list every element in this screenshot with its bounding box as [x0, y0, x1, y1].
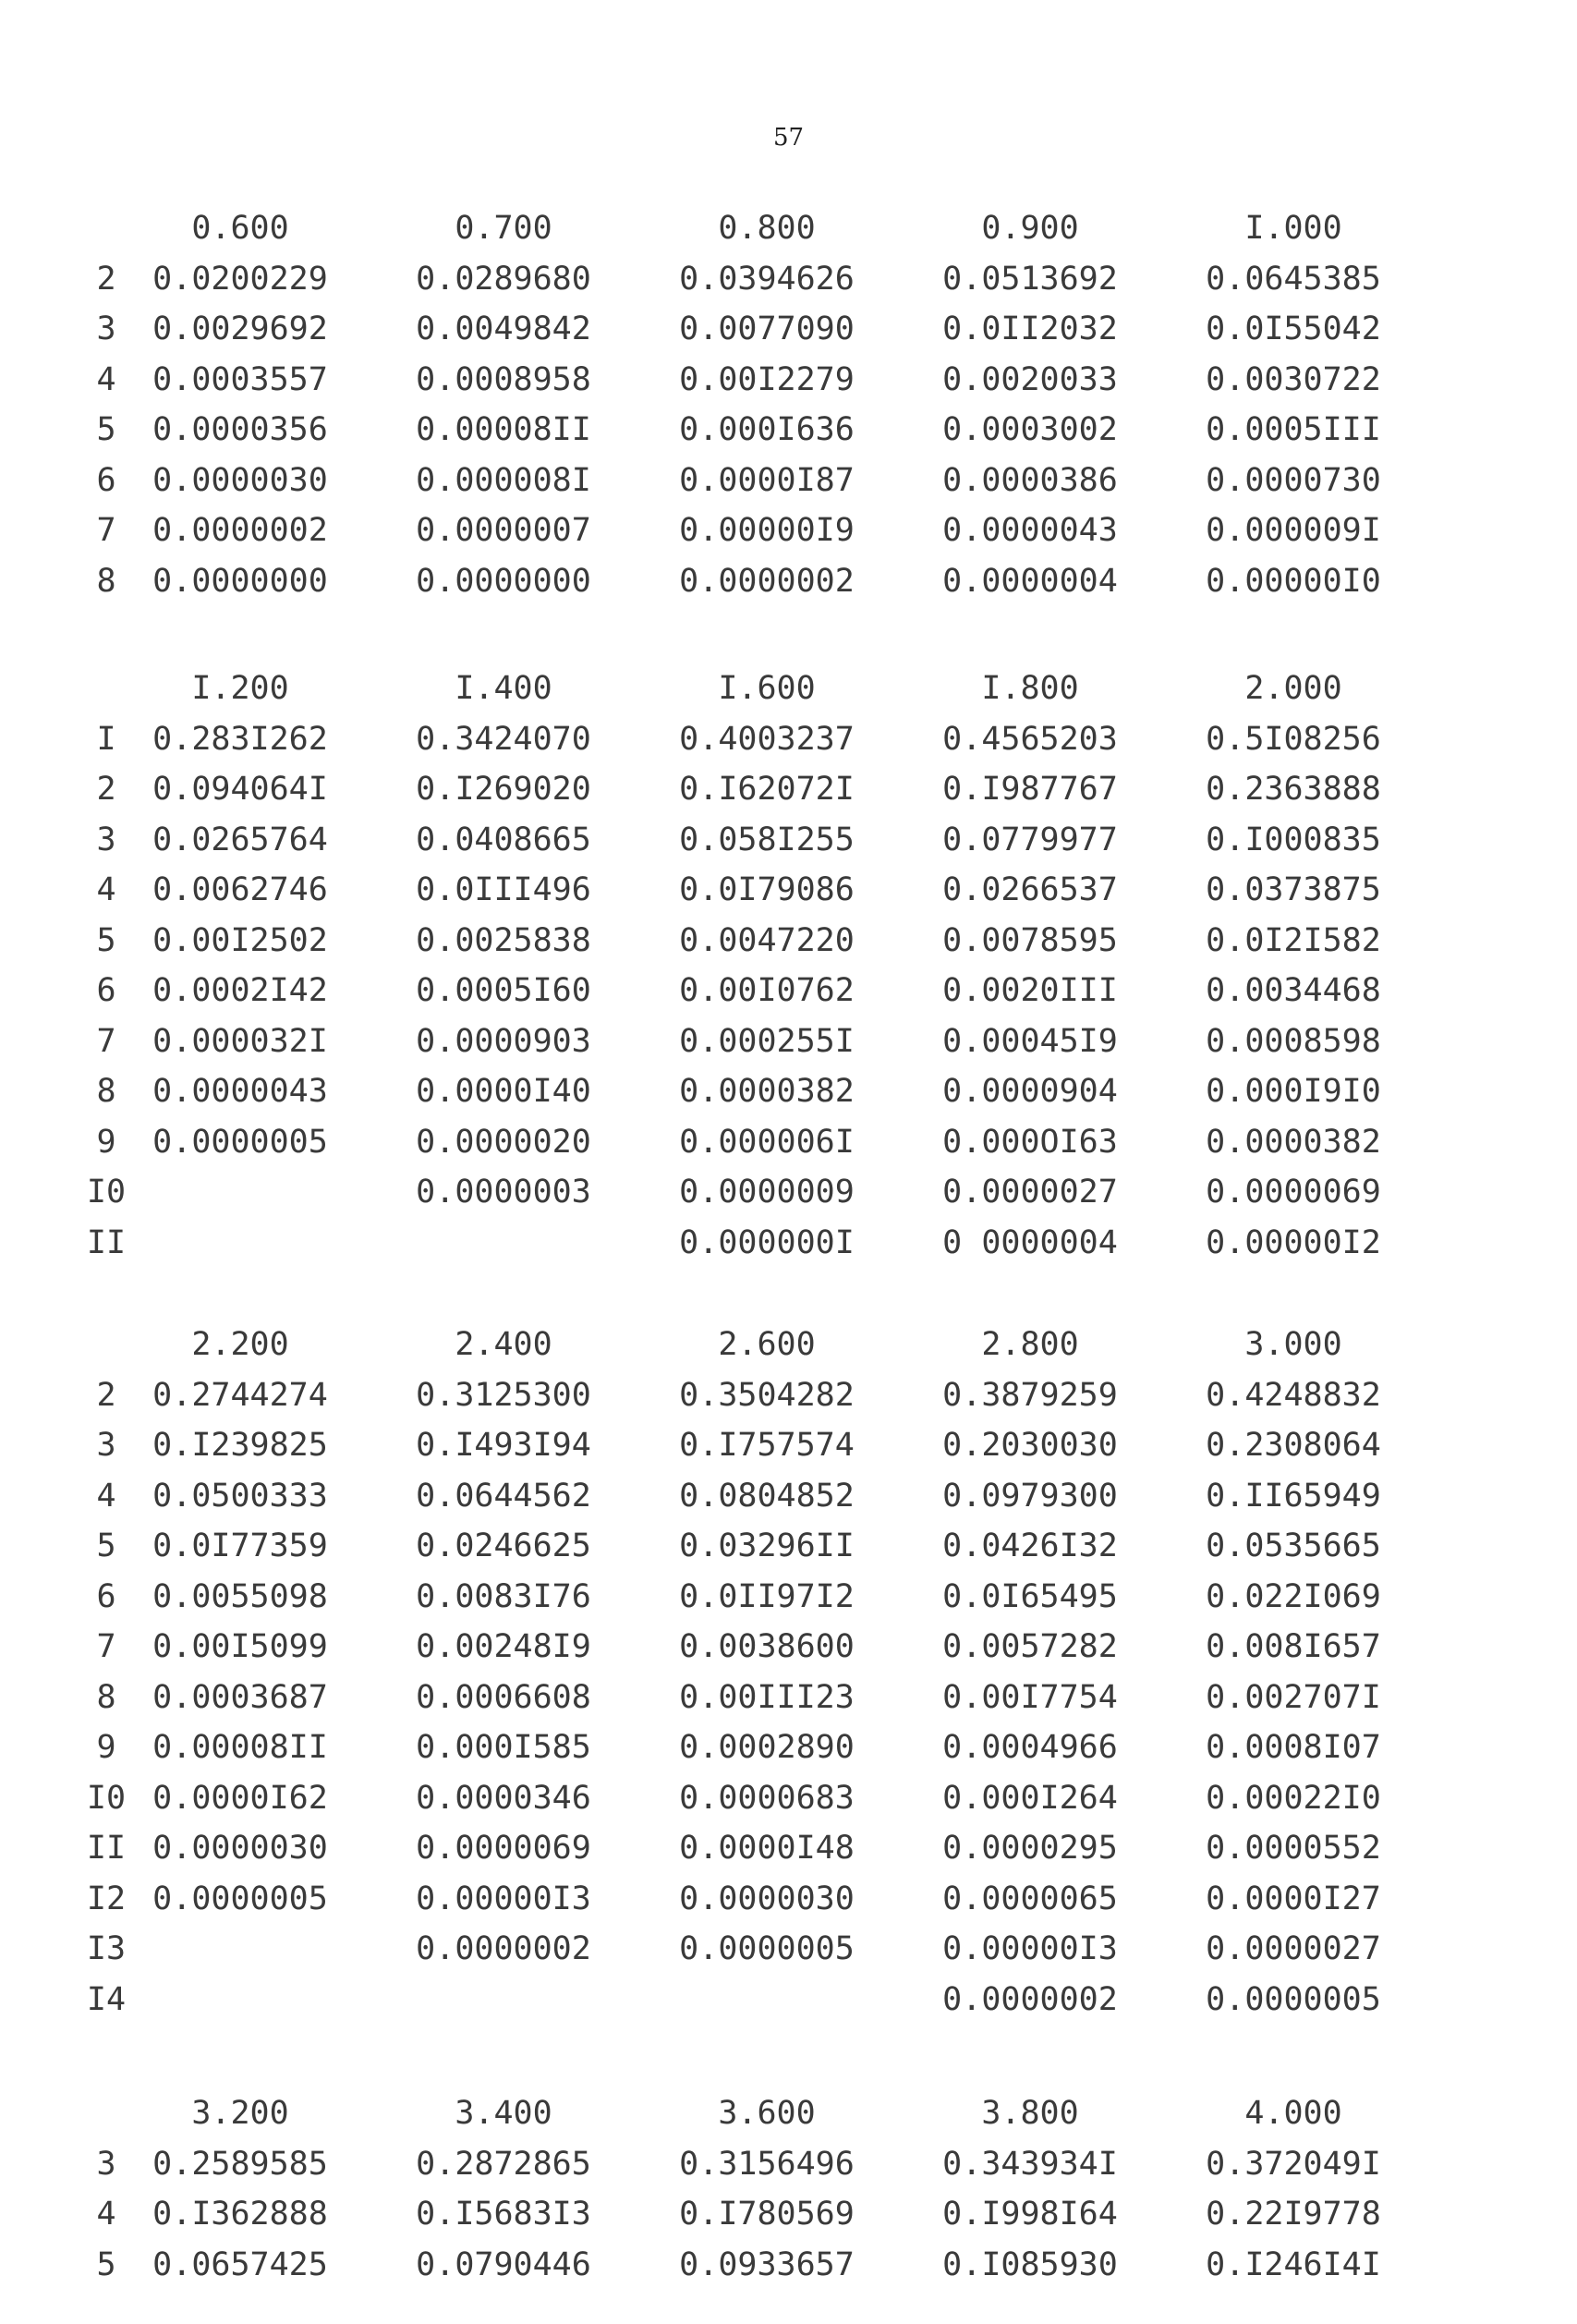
- table-cell: 0.0979300: [942, 1477, 1118, 1515]
- column-header: 3.400: [455, 2095, 552, 2132]
- table-cell: 0.000006I: [679, 1123, 855, 1161]
- table-cell: 0.0000004: [942, 562, 1118, 600]
- table-cell: 0.0000027: [1206, 1930, 1381, 1967]
- table-row: [83, 1622, 1506, 1673]
- row-index: 7: [96, 1628, 116, 1665]
- table-cell: 0.0000002: [152, 512, 328, 549]
- table-cell: 0.058I255: [679, 821, 855, 858]
- table-cell: 0.0020III: [942, 972, 1118, 1009]
- table-cell: 0.0804852: [679, 1477, 855, 1515]
- row-index: 7: [96, 1022, 116, 1060]
- table-cell: 0.I5683I3: [416, 2196, 591, 2233]
- row-index: 2: [96, 1376, 116, 1414]
- table-cell: 0.00248I9: [416, 1628, 591, 1665]
- row-index: 4: [96, 1477, 116, 1515]
- table-cell: 0.022I069: [1206, 1577, 1381, 1615]
- column-header: 0.900: [981, 210, 1079, 247]
- table-cell: 0.00000I0: [1206, 562, 1381, 600]
- table-row: [83, 1066, 1506, 1117]
- table-cell: 0.0500333: [152, 1477, 328, 1515]
- table-row: [83, 815, 1506, 866]
- table-block: [83, 203, 1506, 606]
- table-row: [83, 714, 1506, 765]
- table-row: [83, 1218, 1506, 1269]
- row-index: I4: [86, 1980, 127, 2018]
- column-header-row: [83, 1320, 1506, 1370]
- table-cell: 0.I000835: [1206, 821, 1381, 858]
- table-cell: 0.0644562: [416, 1477, 591, 1515]
- table-cell: 0.372049I: [1206, 2145, 1381, 2183]
- table-cell: 0.00I0762: [679, 972, 855, 1009]
- table-cell: 0.0246625: [416, 1527, 591, 1564]
- table-cell: 0.I998I64: [942, 2196, 1118, 2233]
- column-header: 2.800: [981, 1326, 1079, 1363]
- table-cell: 0.0790446: [416, 2245, 591, 2283]
- table-cell: 0.0266537: [942, 871, 1118, 908]
- table-cell: 0.0038600: [679, 1628, 855, 1665]
- table-cell: 0.0000683: [679, 1779, 855, 1817]
- table-cell: 0.000OI63: [942, 1123, 1118, 1161]
- table-cell: 0.0000000: [416, 562, 591, 600]
- table-cell: 0.03296II: [679, 1527, 855, 1564]
- table-cell: 0.0049842: [416, 310, 591, 347]
- table-cell: 0.0535665: [1206, 1527, 1381, 1564]
- table-cell: 0.0II97I2: [679, 1577, 855, 1615]
- table-cell: 0.0005I60: [416, 972, 591, 1009]
- table-cell: 0.I362888: [152, 2196, 328, 2233]
- row-index: 2: [96, 260, 116, 298]
- table-row: [83, 1975, 1506, 2026]
- row-index: 5: [96, 411, 116, 448]
- row-index: 2: [96, 771, 116, 808]
- table-cell: 0.22I9778: [1206, 2196, 1381, 2233]
- table-row: [83, 1471, 1506, 1522]
- column-header: I.800: [981, 670, 1079, 707]
- table-cell: 0.0000065: [942, 1880, 1118, 1917]
- table-cell: 0.0047220: [679, 921, 855, 959]
- table-row: [83, 304, 1506, 355]
- column-header-row: [83, 663, 1506, 714]
- table-cell: 0.2744274: [152, 1376, 328, 1414]
- table-cell: 0.0000002: [416, 1930, 591, 1967]
- table-row: [83, 456, 1506, 506]
- row-index: 3: [96, 2145, 116, 2183]
- table-cell: 0.0004966: [942, 1729, 1118, 1766]
- table-row: [83, 405, 1506, 456]
- table-cell: 0.094064I: [152, 771, 328, 808]
- row-index: 8: [96, 1073, 116, 1110]
- table-row: [83, 2240, 1506, 2291]
- table-cell: 0.0000356: [152, 411, 328, 448]
- table-cell: 0.I987767: [942, 771, 1118, 808]
- table-cell: 0.0200229: [152, 260, 328, 298]
- table-cell: 0.0426I32: [942, 1527, 1118, 1564]
- table-cell: 0.0265764: [152, 821, 328, 858]
- table-cell: 0.4248832: [1206, 1376, 1381, 1414]
- table-cell: 0.0645385: [1206, 260, 1381, 298]
- table-row: [83, 1924, 1506, 1975]
- column-header: 3.600: [718, 2095, 816, 2132]
- column-header: 3.000: [1244, 1326, 1342, 1363]
- table-cell: 0 0000004: [942, 1223, 1118, 1261]
- table-row: [83, 1722, 1506, 1773]
- table-row: [83, 916, 1506, 967]
- table-cell: 0.000255I: [679, 1022, 855, 1060]
- table-cell: 0.2872865: [416, 2145, 591, 2183]
- table-cell: 0.0000904: [942, 1073, 1118, 1110]
- table-cell: 0.2308064: [1206, 1427, 1381, 1464]
- table-cell: 0.I085930: [942, 2245, 1118, 2283]
- table-cell: 0.3504282: [679, 1376, 855, 1414]
- column-header: 4.000: [1244, 2095, 1342, 2132]
- table-cell: 0.00I2279: [679, 360, 855, 398]
- table-cell: 0.00008II: [416, 411, 591, 448]
- table-cell: 0.0000009: [679, 1174, 855, 1211]
- table-cell: 0.0000730: [1206, 461, 1381, 499]
- table-cell: 0.0II2032: [942, 310, 1118, 347]
- table-cell: 0.0I65495: [942, 1577, 1118, 1615]
- table-cell: 0.2589585: [152, 2145, 328, 2183]
- table-cell: 0.I757574: [679, 1427, 855, 1464]
- table-cell: 0.3424070: [416, 720, 591, 758]
- table-cell: 0.0078595: [942, 921, 1118, 959]
- table-cell: 0.0000002: [942, 1980, 1118, 2018]
- row-index: 5: [96, 921, 116, 959]
- table-cell: 0.0030722: [1206, 360, 1381, 398]
- table-cell: 0.0020033: [942, 360, 1118, 398]
- table-cell: 0.00000I2: [1206, 1223, 1381, 1261]
- table-cell: 0.0055098: [152, 1577, 328, 1615]
- table-cell: 0.0000552: [1206, 1830, 1381, 1867]
- table-cell: 0.3125300: [416, 1376, 591, 1414]
- table-cell: 0.0000I48: [679, 1830, 855, 1867]
- table-row: [83, 1420, 1506, 1471]
- table-row: [83, 865, 1506, 916]
- table-cell: 0.000009I: [1206, 512, 1381, 549]
- row-index: 8: [96, 1678, 116, 1716]
- column-header: 2.600: [718, 1326, 816, 1363]
- table-cell: 0.0000030: [152, 1830, 328, 1867]
- row-index: I2: [86, 1880, 127, 1917]
- column-header: 0.800: [718, 210, 816, 247]
- table-cell: 0.0000903: [416, 1022, 591, 1060]
- table-cell: 0.000032I: [152, 1022, 328, 1060]
- row-index: 8: [96, 562, 116, 600]
- table-row: [83, 2189, 1506, 2240]
- table-cell: 0.0000005: [679, 1930, 855, 1967]
- table-cell: 0.0000I87: [679, 461, 855, 499]
- row-index: I0: [86, 1779, 127, 1817]
- column-header: 2.200: [191, 1326, 289, 1363]
- table-cell: 0.3156496: [679, 2145, 855, 2183]
- table-block: [83, 2088, 1506, 2290]
- table-cell: 0.0I77359: [152, 1527, 328, 1564]
- column-header: 0.600: [191, 210, 289, 247]
- table-cell: 0.000I585: [416, 1729, 591, 1766]
- table-row: [83, 1117, 1506, 1168]
- table-cell: 0.00I5099: [152, 1628, 328, 1665]
- table-cell: 0.00I2502: [152, 921, 328, 959]
- table-cell: 0.343934I: [942, 2145, 1118, 2183]
- row-index: II: [86, 1830, 127, 1867]
- table-cell: 0.0000382: [1206, 1123, 1381, 1161]
- table-cell: 0.0000386: [942, 461, 1118, 499]
- table-row: [83, 1370, 1506, 1421]
- table-cell: 0.0003557: [152, 360, 328, 398]
- table-cell: 0.00000I3: [416, 1880, 591, 1917]
- column-header: I.600: [718, 670, 816, 707]
- table-cell: 0.0000346: [416, 1779, 591, 1817]
- table-cell: 0.0025838: [416, 921, 591, 959]
- table-cell: 0.000I636: [679, 411, 855, 448]
- table-cell: 0.00022I0: [1206, 1779, 1381, 1817]
- row-index: I0: [86, 1174, 127, 1211]
- table-cell: 0.0000I40: [416, 1073, 591, 1110]
- table-cell: 0.0000007: [416, 512, 591, 549]
- table-cell: 0.0002I42: [152, 972, 328, 1009]
- table-cell: 0.0000I27: [1206, 1880, 1381, 1917]
- table-cell: 0.008I657: [1206, 1628, 1381, 1665]
- table-row: [83, 1572, 1506, 1623]
- table-cell: 0.0000043: [152, 1073, 328, 1110]
- table-cell: 0.000008I: [416, 461, 591, 499]
- column-header: 3.200: [191, 2095, 289, 2132]
- table-cell: 0.00000I3: [942, 1930, 1118, 1967]
- table-row: [83, 764, 1506, 815]
- table-row: [83, 1167, 1506, 1218]
- column-header: 3.800: [981, 2095, 1079, 2132]
- table-row: [83, 966, 1506, 1016]
- table-row: [83, 355, 1506, 406]
- row-index: 3: [96, 1427, 116, 1464]
- row-index: 7: [96, 512, 116, 549]
- table-row: [83, 254, 1506, 305]
- table-cell: 0.0003002: [942, 411, 1118, 448]
- table-cell: 0.0000069: [1206, 1174, 1381, 1211]
- row-index: 3: [96, 821, 116, 858]
- table-cell: 0.0034468: [1206, 972, 1381, 1009]
- table-cell: 0.0III496: [416, 871, 591, 908]
- row-index: 6: [96, 461, 116, 499]
- row-index: 4: [96, 360, 116, 398]
- row-index: 9: [96, 1729, 116, 1766]
- table-row: [83, 2139, 1506, 2190]
- table-cell: 0.I493I94: [416, 1427, 591, 1464]
- table-cell: 0.0057282: [942, 1628, 1118, 1665]
- row-index: 4: [96, 871, 116, 908]
- table-cell: 0.0513692: [942, 260, 1118, 298]
- table-cell: 0.0000382: [679, 1073, 855, 1110]
- table-cell: 0.0408665: [416, 821, 591, 858]
- table-cell: 0.0373875: [1206, 871, 1381, 908]
- table-cell: 0.0003687: [152, 1678, 328, 1716]
- table-cell: 0.0000002: [679, 562, 855, 600]
- table-cell: 0.00000I9: [679, 512, 855, 549]
- table-cell: 0.5I08256: [1206, 720, 1381, 758]
- table-row: [83, 1016, 1506, 1067]
- page-number: 57: [772, 124, 805, 152]
- table-row: [83, 1874, 1506, 1925]
- table-cell: 0.000I9I0: [1206, 1073, 1381, 1110]
- table-cell: 0.4003237: [679, 720, 855, 758]
- row-index: 5: [96, 2245, 116, 2283]
- row-index: 6: [96, 972, 116, 1009]
- table-cell: 0.0000003: [416, 1174, 591, 1211]
- table-cell: 0.0289680: [416, 260, 591, 298]
- table-cell: 0.0002890: [679, 1729, 855, 1766]
- table-row: [83, 1521, 1506, 1572]
- table-cell: 0.00008II: [152, 1729, 328, 1766]
- table-cell: 0.00I7754: [942, 1678, 1118, 1716]
- table-cell: 0.0I55042: [1206, 310, 1381, 347]
- table-cell: 0.0008598: [1206, 1022, 1381, 1060]
- table-cell: 0.002707I: [1206, 1678, 1381, 1716]
- table-cell: 0.0000005: [152, 1123, 328, 1161]
- column-header: 0.700: [455, 210, 552, 247]
- table-row: [83, 1823, 1506, 1874]
- row-index: I: [96, 720, 116, 758]
- table-cell: 0.0779977: [942, 821, 1118, 858]
- table-cell: 0.0000069: [416, 1830, 591, 1867]
- table-cell: 0.283I262: [152, 720, 328, 758]
- column-header: I.200: [191, 670, 289, 707]
- table-cell: 0.0I79086: [679, 871, 855, 908]
- column-header: 2.400: [455, 1326, 552, 1363]
- table-cell: 0.0933657: [679, 2245, 855, 2283]
- table-cell: 0.0000030: [152, 461, 328, 499]
- row-index: 4: [96, 2196, 116, 2233]
- table-block: [83, 1320, 1506, 2025]
- table-cell: 0.0008I07: [1206, 1729, 1381, 1766]
- table-cell: 0.0077090: [679, 310, 855, 347]
- table-cell: 0.0062746: [152, 871, 328, 908]
- table-cell: 0.0006608: [416, 1678, 591, 1716]
- table-cell: 0.I62072I: [679, 771, 855, 808]
- table-cell: 0.0008958: [416, 360, 591, 398]
- table-cell: 0.00045I9: [942, 1022, 1118, 1060]
- row-index: 5: [96, 1527, 116, 1564]
- table-cell: 0.0000005: [152, 1880, 328, 1917]
- table-cell: 0.0000020: [416, 1123, 591, 1161]
- table-cell: 0.000I264: [942, 1779, 1118, 1817]
- table-cell: 0.0000005: [1206, 1980, 1381, 2018]
- table-cell: 0.I780569: [679, 2196, 855, 2233]
- table-cell: 0.3879259: [942, 1376, 1118, 1414]
- column-header-row: [83, 2088, 1506, 2139]
- table-row: [83, 556, 1506, 607]
- table-cell: 0.2030030: [942, 1427, 1118, 1464]
- table-cell: 0.0394626: [679, 260, 855, 298]
- table-row: [83, 1773, 1506, 1824]
- row-index: II: [86, 1223, 127, 1261]
- table-cell: 0.0005III: [1206, 411, 1381, 448]
- column-header: 2.000: [1244, 670, 1342, 707]
- column-header: I.400: [455, 670, 552, 707]
- table-block: [83, 663, 1506, 1268]
- table-row: [83, 505, 1506, 556]
- table-cell: 0.000000I: [679, 1223, 855, 1261]
- table-cell: 0.0000030: [679, 1880, 855, 1917]
- row-index: 9: [96, 1123, 116, 1161]
- table-cell: 0.II65949: [1206, 1477, 1381, 1515]
- table-cell: 0.0000295: [942, 1830, 1118, 1867]
- table-cell: 0.0I2I582: [1206, 921, 1381, 959]
- column-header: I.000: [1244, 210, 1342, 247]
- table-cell: 0.0000043: [942, 512, 1118, 549]
- row-index: 6: [96, 1577, 116, 1615]
- table-cell: 0.0000027: [942, 1174, 1118, 1211]
- table-row: [83, 1673, 1506, 1723]
- table-cell: 0.4565203: [942, 720, 1118, 758]
- table-cell: 0.I246I4I: [1206, 2245, 1381, 2283]
- table-cell: 0.00III23: [679, 1678, 855, 1716]
- row-index: 3: [96, 310, 116, 347]
- table-cell: 0.I269020: [416, 771, 591, 808]
- table-cell: 0.0000000: [152, 562, 328, 600]
- column-header-row: [83, 203, 1506, 254]
- table-cell: 0.0000I62: [152, 1779, 328, 1817]
- table-cell: 0.2363888: [1206, 771, 1381, 808]
- table-cell: 0.I239825: [152, 1427, 328, 1464]
- table-cell: 0.0657425: [152, 2245, 328, 2283]
- row-index: I3: [86, 1930, 127, 1967]
- table-cell: 0.0083I76: [416, 1577, 591, 1615]
- table-cell: 0.0029692: [152, 310, 328, 347]
